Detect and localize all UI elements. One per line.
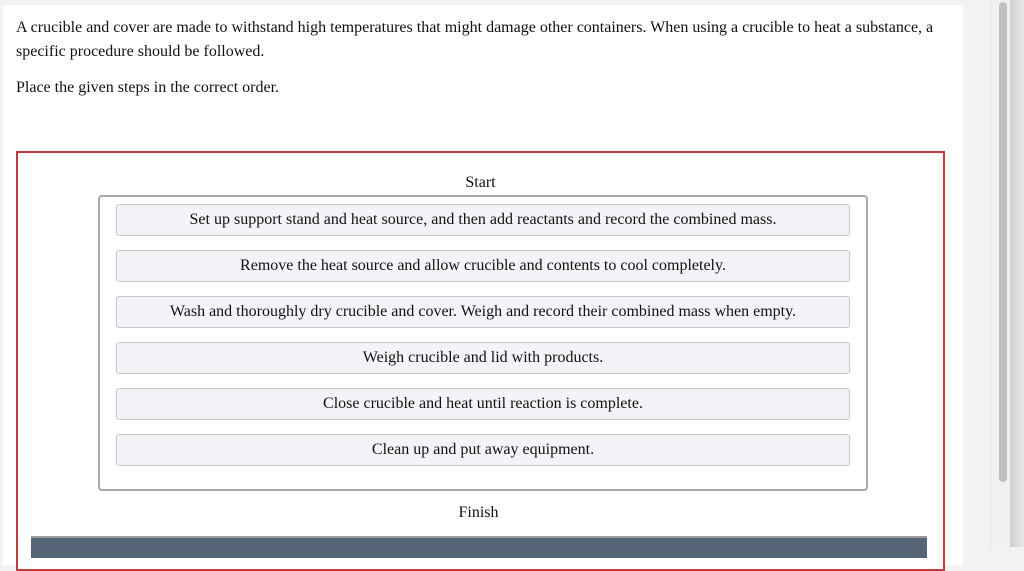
step-item[interactable]: Wash and thoroughly dry crucible and cover. Weigh and record their combined mass when empty. xyxy=(116,296,850,328)
start-label: Start xyxy=(465,174,496,191)
finish-label: Finish xyxy=(458,504,499,521)
sortable-step-list xyxy=(98,195,868,491)
answer-area xyxy=(16,151,945,571)
step-item[interactable]: Remove the heat source and allow crucible and contents to cool completely. xyxy=(116,250,850,282)
step-item[interactable]: Close crucible and heat until reaction is complete. xyxy=(116,388,850,420)
prompt-text: A crucible and cover are made to withstand high temperatures that might damage other containers. When using a crucible to heat a substance, a specific procedure should be followed. xyxy=(16,19,934,60)
step-item[interactable]: Set up support stand and heat source, and then add reactants and record the combined mass. xyxy=(116,204,850,236)
window-edge xyxy=(1010,0,1024,547)
bottom-toolbar xyxy=(31,536,927,558)
step-item[interactable]: Clean up and put away equipment. xyxy=(116,434,850,466)
step-item[interactable]: Weigh crucible and lid with products. xyxy=(116,342,850,374)
question-card xyxy=(3,5,963,565)
scrollbar-thumb[interactable] xyxy=(999,2,1007,482)
question-instruction: Place the given steps in the correct order. xyxy=(16,79,280,96)
question-prompt xyxy=(16,16,956,76)
